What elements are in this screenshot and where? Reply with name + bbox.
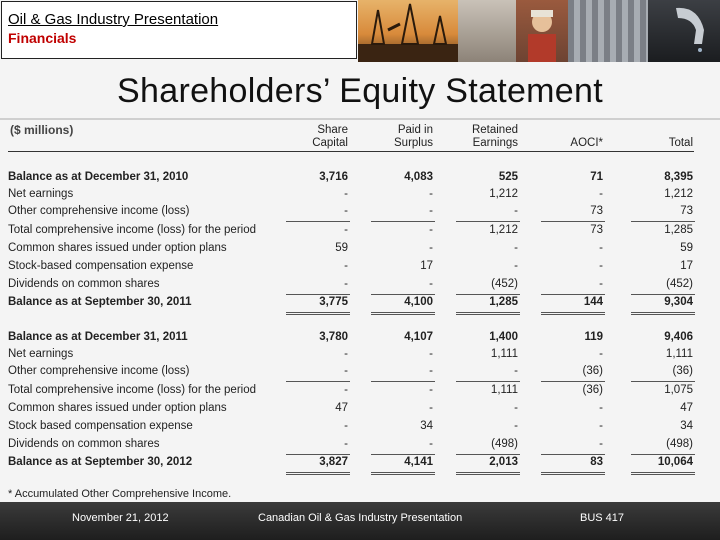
column-header bbox=[363, 124, 433, 150]
cell-value: - bbox=[429, 438, 433, 450]
cell-value: 73 bbox=[590, 205, 603, 217]
cell-value: 1,111 bbox=[490, 384, 518, 396]
cell-value: - bbox=[514, 420, 518, 432]
total-double-rule bbox=[286, 312, 350, 313]
cell-value: (36) bbox=[672, 365, 693, 377]
column-header-line2: AOCI* bbox=[570, 137, 603, 149]
cell-value: 4,141 bbox=[404, 456, 433, 468]
footnote: * Accumulated Other Comprehensive Income. bbox=[8, 488, 232, 500]
presentation-title: Oil & Gas Industry Presentation bbox=[8, 11, 219, 28]
pipes-photo bbox=[568, 0, 648, 62]
table-row bbox=[8, 187, 698, 204]
row-label: Dividends on common shares bbox=[8, 278, 160, 290]
subtotal-rule bbox=[456, 221, 520, 222]
cell-value: - bbox=[344, 438, 348, 450]
column-header-line1 bbox=[533, 124, 603, 137]
cell-value: 1,075 bbox=[664, 384, 693, 396]
cell-value: - bbox=[599, 420, 603, 432]
cell-value: (452) bbox=[666, 278, 693, 290]
cell-value: - bbox=[599, 348, 603, 360]
table-row bbox=[8, 277, 698, 294]
cell-value: 83 bbox=[590, 456, 603, 468]
cell-value: 9,406 bbox=[664, 331, 693, 343]
table-row bbox=[8, 383, 698, 400]
total-double-rule bbox=[286, 474, 350, 475]
row-label: Common shares issued under option plans bbox=[8, 402, 227, 414]
cell-value: 47 bbox=[680, 402, 693, 414]
row-label: Net earnings bbox=[8, 188, 74, 200]
cell-value: 71 bbox=[590, 171, 603, 183]
cell-value: 10,064 bbox=[657, 456, 693, 468]
row-label: Balance as at September 30, 2011 bbox=[8, 296, 192, 308]
cell-value: 34 bbox=[420, 420, 433, 432]
cell-value: 3,780 bbox=[319, 331, 348, 343]
cell-value: 8,395 bbox=[664, 171, 693, 183]
cell-value: 47 bbox=[335, 402, 348, 414]
cell-value: - bbox=[344, 365, 348, 377]
row-label: Stock based compensation expense bbox=[8, 420, 193, 432]
column-header-line1 bbox=[623, 124, 693, 137]
footer-course: BUS 417 bbox=[580, 512, 625, 524]
table-row bbox=[8, 455, 698, 472]
cell-value: 1,285 bbox=[664, 224, 693, 236]
total-double-rule bbox=[456, 312, 520, 313]
table-row bbox=[8, 419, 698, 436]
cell-value: 17 bbox=[680, 260, 693, 272]
cell-value: - bbox=[514, 402, 518, 414]
total-double-rule bbox=[456, 472, 520, 473]
cell-value: 1,111 bbox=[665, 348, 693, 360]
cell-value: 59 bbox=[335, 242, 348, 254]
cell-value: - bbox=[429, 188, 433, 200]
cell-value: - bbox=[344, 188, 348, 200]
table-row bbox=[8, 259, 698, 276]
total-double-rule bbox=[456, 314, 520, 315]
table-row bbox=[8, 401, 698, 418]
cell-value: 4,100 bbox=[404, 296, 433, 308]
column-header-line1: Paid in bbox=[397, 124, 433, 136]
row-label: Common shares issued under option plans bbox=[8, 242, 227, 254]
slide-title: Shareholders’ Equity Statement bbox=[117, 72, 603, 110]
cell-value: 1,212 bbox=[489, 188, 518, 200]
cell-value: 525 bbox=[498, 171, 518, 183]
table-row bbox=[8, 223, 698, 240]
cell-value: (498) bbox=[491, 438, 518, 450]
total-double-rule bbox=[631, 472, 695, 473]
total-double-rule bbox=[286, 314, 350, 315]
row-label: Total comprehensive income (loss) for the period bbox=[8, 384, 257, 396]
cell-value: - bbox=[344, 224, 348, 236]
row-label: Balance as at September 30, 2012 bbox=[8, 456, 193, 468]
cell-value: (498) bbox=[666, 438, 693, 450]
row-label: Other comprehensive income (loss) bbox=[8, 205, 190, 217]
oil-derricks-photo bbox=[358, 0, 458, 62]
cell-value: - bbox=[429, 402, 433, 414]
cell-value: 119 bbox=[584, 331, 603, 343]
table-row bbox=[8, 241, 698, 258]
row-label: Stock-based compensation expense bbox=[8, 260, 194, 272]
cell-value: - bbox=[599, 188, 603, 200]
row-label: Other comprehensive income (loss) bbox=[8, 365, 190, 377]
header-rule bbox=[8, 151, 694, 152]
cell-value: - bbox=[514, 260, 518, 272]
total-double-rule bbox=[371, 472, 435, 473]
header-box bbox=[1, 1, 357, 59]
cell-value: - bbox=[514, 365, 518, 377]
column-header bbox=[448, 124, 518, 150]
cell-value: 17 bbox=[420, 260, 433, 272]
fuel-nozzle-photo bbox=[648, 0, 720, 62]
cell-value: - bbox=[344, 348, 348, 360]
divider bbox=[0, 118, 720, 120]
cell-value: 73 bbox=[590, 224, 603, 236]
table-row bbox=[8, 204, 698, 221]
cell-value: - bbox=[514, 205, 518, 217]
cell-value: 9,304 bbox=[664, 296, 693, 308]
total-double-rule bbox=[631, 312, 695, 313]
column-header-line2: Total bbox=[668, 137, 693, 149]
cell-value: (36) bbox=[582, 384, 603, 396]
cell-value: 73 bbox=[680, 205, 693, 217]
total-double-rule bbox=[456, 474, 520, 475]
cell-value: - bbox=[429, 384, 433, 396]
cell-value: - bbox=[514, 242, 518, 254]
cell-value: (36) bbox=[582, 365, 603, 377]
subtotal-rule bbox=[631, 221, 695, 222]
table-row bbox=[8, 170, 698, 187]
total-double-rule bbox=[631, 474, 695, 475]
table-row bbox=[8, 437, 698, 454]
total-double-rule bbox=[371, 474, 435, 475]
cell-value: - bbox=[429, 242, 433, 254]
column-header-line2: Surplus bbox=[394, 137, 433, 149]
cell-value: 144 bbox=[583, 296, 603, 308]
cell-value: - bbox=[599, 278, 603, 290]
subtotal-rule bbox=[371, 221, 435, 222]
cell-value: (452) bbox=[491, 278, 518, 290]
subtotal-rule bbox=[456, 381, 520, 382]
footer-date: November 21, 2012 bbox=[72, 512, 169, 524]
cell-value: - bbox=[344, 205, 348, 217]
row-label: Balance as at December 31, 2010 bbox=[8, 171, 189, 183]
subtotal-rule bbox=[286, 381, 350, 382]
cell-value: 34 bbox=[680, 420, 693, 432]
column-header-line1: Share bbox=[317, 124, 348, 136]
cell-value: 3,716 bbox=[319, 171, 348, 183]
cell-value: 3,827 bbox=[319, 456, 348, 468]
row-label: Net earnings bbox=[8, 348, 74, 360]
cell-value: - bbox=[344, 420, 348, 432]
subtotal-rule bbox=[286, 221, 350, 222]
cell-value: 2,013 bbox=[489, 456, 518, 468]
refinery-photo bbox=[458, 0, 516, 62]
cell-value: - bbox=[429, 278, 433, 290]
total-double-rule bbox=[541, 312, 605, 313]
cell-value: 1,285 bbox=[489, 296, 518, 308]
total-double-rule bbox=[541, 474, 605, 475]
total-double-rule bbox=[286, 472, 350, 473]
table-row bbox=[8, 364, 698, 381]
cell-value: 1,212 bbox=[489, 224, 518, 236]
table-row bbox=[8, 347, 698, 364]
total-double-rule bbox=[631, 314, 695, 315]
cell-value: - bbox=[599, 402, 603, 414]
table-row bbox=[8, 330, 698, 347]
table-row bbox=[8, 295, 698, 312]
worker-photo bbox=[516, 0, 568, 62]
cell-value: - bbox=[599, 438, 603, 450]
derrick-silhouette-icon bbox=[358, 0, 458, 62]
row-label: Balance as at December 31, 2011 bbox=[8, 331, 188, 343]
row-label: Dividends on common shares bbox=[8, 438, 160, 450]
subtotal-rule bbox=[371, 381, 435, 382]
worker-silhouette-icon bbox=[516, 0, 568, 62]
cell-value: 4,083 bbox=[404, 171, 433, 183]
cell-value: - bbox=[429, 205, 433, 217]
cell-value: - bbox=[429, 224, 433, 236]
header-photo-strip bbox=[358, 0, 720, 62]
cell-value: - bbox=[344, 384, 348, 396]
cell-value: - bbox=[344, 260, 348, 272]
cell-value: - bbox=[344, 278, 348, 290]
column-header-line2: Capital bbox=[312, 137, 348, 149]
column-header-line1: Retained bbox=[471, 124, 518, 136]
fuel-nozzle-icon bbox=[648, 0, 720, 62]
column-header-line2: Earnings bbox=[472, 137, 518, 149]
cell-value: 4,107 bbox=[404, 331, 433, 343]
cell-value: - bbox=[429, 365, 433, 377]
total-double-rule bbox=[541, 472, 605, 473]
cell-value: 1,111 bbox=[490, 348, 518, 360]
column-header bbox=[623, 124, 693, 150]
column-header bbox=[278, 124, 348, 150]
total-double-rule bbox=[541, 314, 605, 315]
cell-value: - bbox=[599, 242, 603, 254]
subtotal-rule bbox=[631, 381, 695, 382]
section-subtitle: Financials bbox=[8, 30, 77, 46]
row-label: Total comprehensive income (loss) for the period bbox=[8, 224, 257, 236]
cell-value: - bbox=[599, 260, 603, 272]
column-header bbox=[533, 124, 603, 150]
cell-value: 1,212 bbox=[664, 188, 693, 200]
total-double-rule bbox=[371, 312, 435, 313]
total-double-rule bbox=[371, 314, 435, 315]
cell-value: 3,775 bbox=[319, 296, 348, 308]
cell-value: 1,400 bbox=[489, 331, 518, 343]
subtotal-rule bbox=[541, 381, 605, 382]
units-label: ($ millions) bbox=[10, 123, 74, 137]
subtotal-rule bbox=[541, 221, 605, 222]
cell-value: 59 bbox=[680, 242, 693, 254]
footer-presentation-name: Canadian Oil & Gas Industry Presentation bbox=[258, 512, 463, 524]
cell-value: - bbox=[429, 348, 433, 360]
